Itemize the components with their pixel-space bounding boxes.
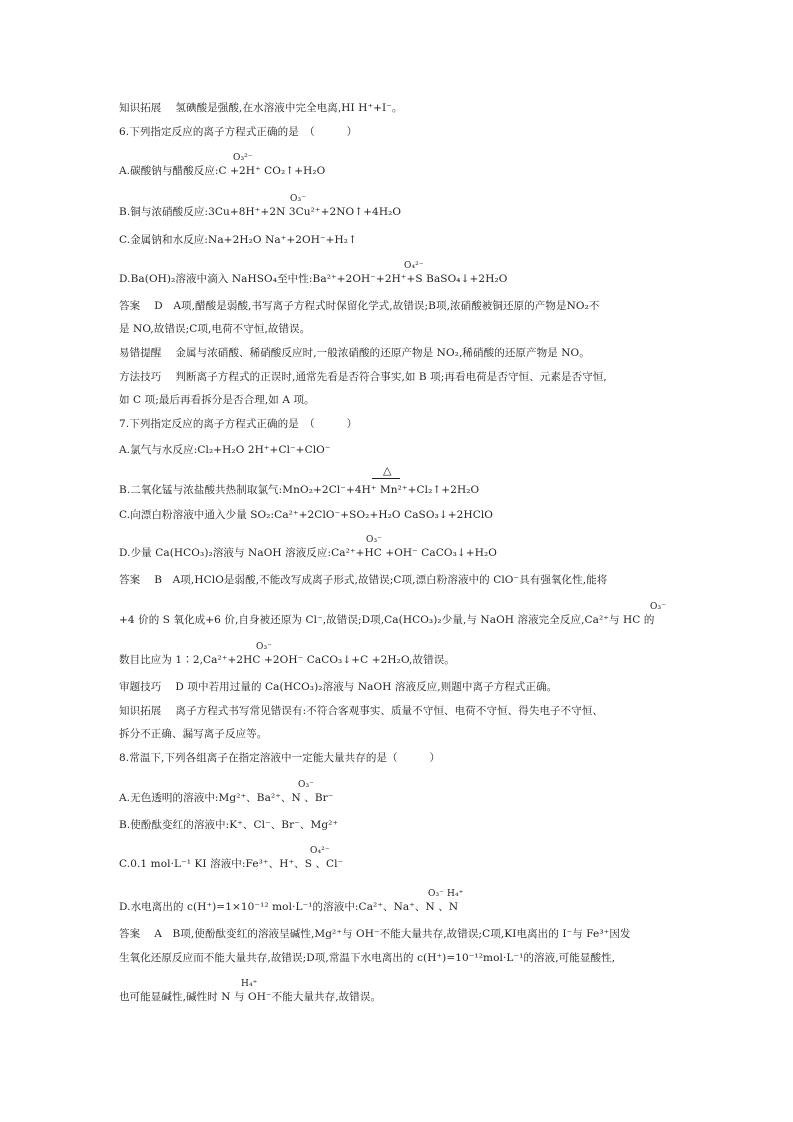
question-7-text: 7.下列指定反应的离子方程式正确的是 （ ） xyxy=(119,418,358,430)
label-answer: 答案 xyxy=(119,574,141,586)
line-knowledge-2a xyxy=(119,704,679,718)
q6-option-d xyxy=(119,272,679,286)
q8-answer-3-superscript: H₄⁺ xyxy=(241,979,258,989)
tip-text: 金属与浓硝酸、稀硝酸反应时,一般浓硝酸的还原产物是 NO₂,稀硝酸的还原产物是 NO。 xyxy=(175,347,590,359)
answer-text: 也可能显碱性,碱性时 N 与 OH⁻不能大量共存,故错误。 xyxy=(119,991,382,1003)
line-knowledge-2b xyxy=(119,727,679,741)
q7-option-a xyxy=(119,443,679,457)
q8-option-d xyxy=(119,900,679,914)
q6-option-c xyxy=(119,233,679,247)
line-text: 氢碘酸是强酸,在水溶液中完全电离,HI H⁺+I⁻。 xyxy=(175,102,403,114)
option-text: D.Ba(OH)₂溶液中滴入 NaHSO₄至中性:Ba²⁺+2OH⁻+2H⁺+S BaSO₄↓+2H₂O xyxy=(119,273,508,285)
option-text: D.水电离出的 c(H⁺)=1×10⁻¹² mol·L⁻¹的溶液中:Ca²⁺、Na⁺、N 、N xyxy=(119,901,459,913)
q8-option-b xyxy=(119,818,679,832)
q6-a-superscript: O₃²⁻ xyxy=(233,153,253,163)
q8-a-superscript: O₃⁻ xyxy=(298,780,315,790)
answer-text: +4 价的 S 氧化成+6 价,自身被还原为 Cl⁻,故错误;D项,Ca(HCO₃)₂少量,与 NaOH 溶液完全反应,Ca²⁺与 HC 的 xyxy=(119,614,655,626)
option-text: D.少量 Ca(HCO₃)₂溶液与 NaOH 溶液反应:Ca²⁺+HC +OH⁻ CaCO₃↓+H₂O xyxy=(119,547,497,559)
line-method-1 xyxy=(119,370,679,384)
q7-answer-3 xyxy=(119,653,679,667)
knowledge-text: 离子方程式书写常见错误有:不符合客观事实、质量不守恒、电荷不守恒、得失电子不守恒、 xyxy=(175,705,604,717)
q8-answer-2 xyxy=(119,951,679,965)
line-error-tip xyxy=(119,346,679,360)
question-8 xyxy=(119,751,679,765)
label-error-tip: 易错提醒 xyxy=(119,347,162,359)
answer-text: B A项,HClO是弱酸,不能改写成离子形式,故错误;C项,漂白粉溶液中的 ClO⁻具有强氧化性,能将 xyxy=(154,574,608,586)
q7-answer-2-superscript: O₃⁻ xyxy=(650,602,667,612)
q7-option-b xyxy=(119,483,679,497)
option-text: C.0.1 mol·L⁻¹ KI 溶液中:Fe³⁺、H⁺、S 、Cl⁻ xyxy=(119,858,344,870)
label-knowledge: 知识拓展 xyxy=(119,705,162,717)
method-text: 如 C 项;最后再看拆分是否合理,如 A 项。 xyxy=(119,394,315,406)
question-6-text: 6.下列指定反应的离子方程式正确的是 （ ） xyxy=(119,126,358,138)
q8-c-superscript: O₄²⁻ xyxy=(310,846,330,856)
answer-text: 是 NO,故错误;C项,电荷不守恒,故错误。 xyxy=(119,323,311,335)
question-7 xyxy=(119,417,679,431)
tip-text: D 项中若用过量的 Ca(HCO₃)₂溶液与 NaOH 溶液反应,则题中离子方程式正确。 xyxy=(175,681,558,693)
option-text: C.向漂白粉溶液中通入少量 SO₂:Ca²⁺+2ClO⁻+SO₂+H₂O CaSO₃↓+2HClO xyxy=(119,509,494,521)
question-6 xyxy=(119,125,679,139)
q7-answer-1 xyxy=(119,573,679,587)
label-knowledge: 知识拓展 xyxy=(119,102,162,114)
line-review-tip xyxy=(119,680,679,694)
q7-option-c xyxy=(119,508,679,522)
q7-answer-3-superscript: O₃⁻ xyxy=(256,642,273,652)
answer-text: 生氧化还原反应而不能大量共存,故错误;D项,常温下水电离出的 c(H⁺)=10⁻¹²mol·L⁻¹的溶液,可能显酸性, xyxy=(119,952,616,964)
q8-answer-1 xyxy=(119,927,679,941)
q8-d-superscript: O₃⁻ H₄⁺ xyxy=(428,889,464,899)
answer-text: 数目比应为 1∶2,Ca²⁺+2HC +2OH⁻ CaCO₃↓+C +2H₂O,故错误。 xyxy=(119,654,455,666)
option-text: B.铜与浓硝酸反应:3Cu+8H⁺+2N 3Cu²⁺+2NO↑+4H₂O xyxy=(119,206,402,218)
q6-d-superscript: O₄²⁻ xyxy=(404,261,424,271)
option-text: A.氯气与水反应:Cl₂+H₂O 2H⁺+Cl⁻+ClO⁻ xyxy=(119,444,331,456)
label-method: 方法技巧 xyxy=(119,371,162,383)
option-text: C.金属钠和水反应:Na+2H₂O Na⁺+2OH⁻+H₂↑ xyxy=(119,234,358,246)
option-text: B.二氧化锰与浓盐酸共热制取氯气:MnO₂+2Cl⁻+4H⁺ Mn²⁺+Cl₂↑+2H₂O xyxy=(119,484,480,496)
method-text: 判断离子方程式的正误时,通常先看是否符合事实,如 B 项;再看电荷是否守恒、元素是否守恒, xyxy=(175,371,607,383)
answer-text: D A项,醋酸是弱酸,书写离子方程式时保留化学式,故错误;B项,浓硝酸被铜还原的产物是NO₂不 xyxy=(154,300,600,312)
answer-text: A B项,使酚酞变红的溶液呈碱性,Mg²⁺与 OH⁻不能大量共存,故错误;C项,KI电离出的 I⁻与 Fe³⁺因发 xyxy=(154,928,631,940)
q8-option-a xyxy=(119,791,679,805)
label-answer: 答案 xyxy=(119,300,141,312)
q6-option-b xyxy=(119,205,679,219)
option-text: A.碳酸钠与醋酸反应:C +2H⁺ CO₂↑+H₂O xyxy=(119,165,326,177)
q7-answer-2 xyxy=(119,613,679,627)
q7-option-d xyxy=(119,546,679,560)
label-review-tip: 审题技巧 xyxy=(119,681,162,693)
q6-answer-1 xyxy=(119,299,679,313)
heat-delta-symbol: △ xyxy=(383,464,392,477)
q6-answer-2 xyxy=(119,322,679,336)
q8-option-c xyxy=(119,857,679,871)
q6-b-superscript: O₃⁻ xyxy=(290,194,307,204)
q6-option-a xyxy=(119,164,679,178)
option-text: B.使酚酞变红的溶液中:K⁺、Cl⁻、Br⁻、Mg²⁺ xyxy=(119,819,339,831)
q8-answer-3 xyxy=(119,990,679,1004)
q7-d-superscript: O₃⁻ xyxy=(366,535,383,545)
knowledge-text: 拆分不正确、漏写离子反应等。 xyxy=(119,728,268,740)
question-8-text: 8.常温下,下列各组离子在指定溶液中一定能大量共存的是（ ） xyxy=(119,752,441,764)
line-knowledge-1 xyxy=(119,101,679,115)
line-method-2 xyxy=(119,393,679,407)
option-text: A.无色透明的溶液中:Mg²⁺、Ba²⁺、N 、Br⁻ xyxy=(119,792,334,804)
heat-arrow-line xyxy=(372,478,400,479)
label-answer: 答案 xyxy=(119,928,141,940)
